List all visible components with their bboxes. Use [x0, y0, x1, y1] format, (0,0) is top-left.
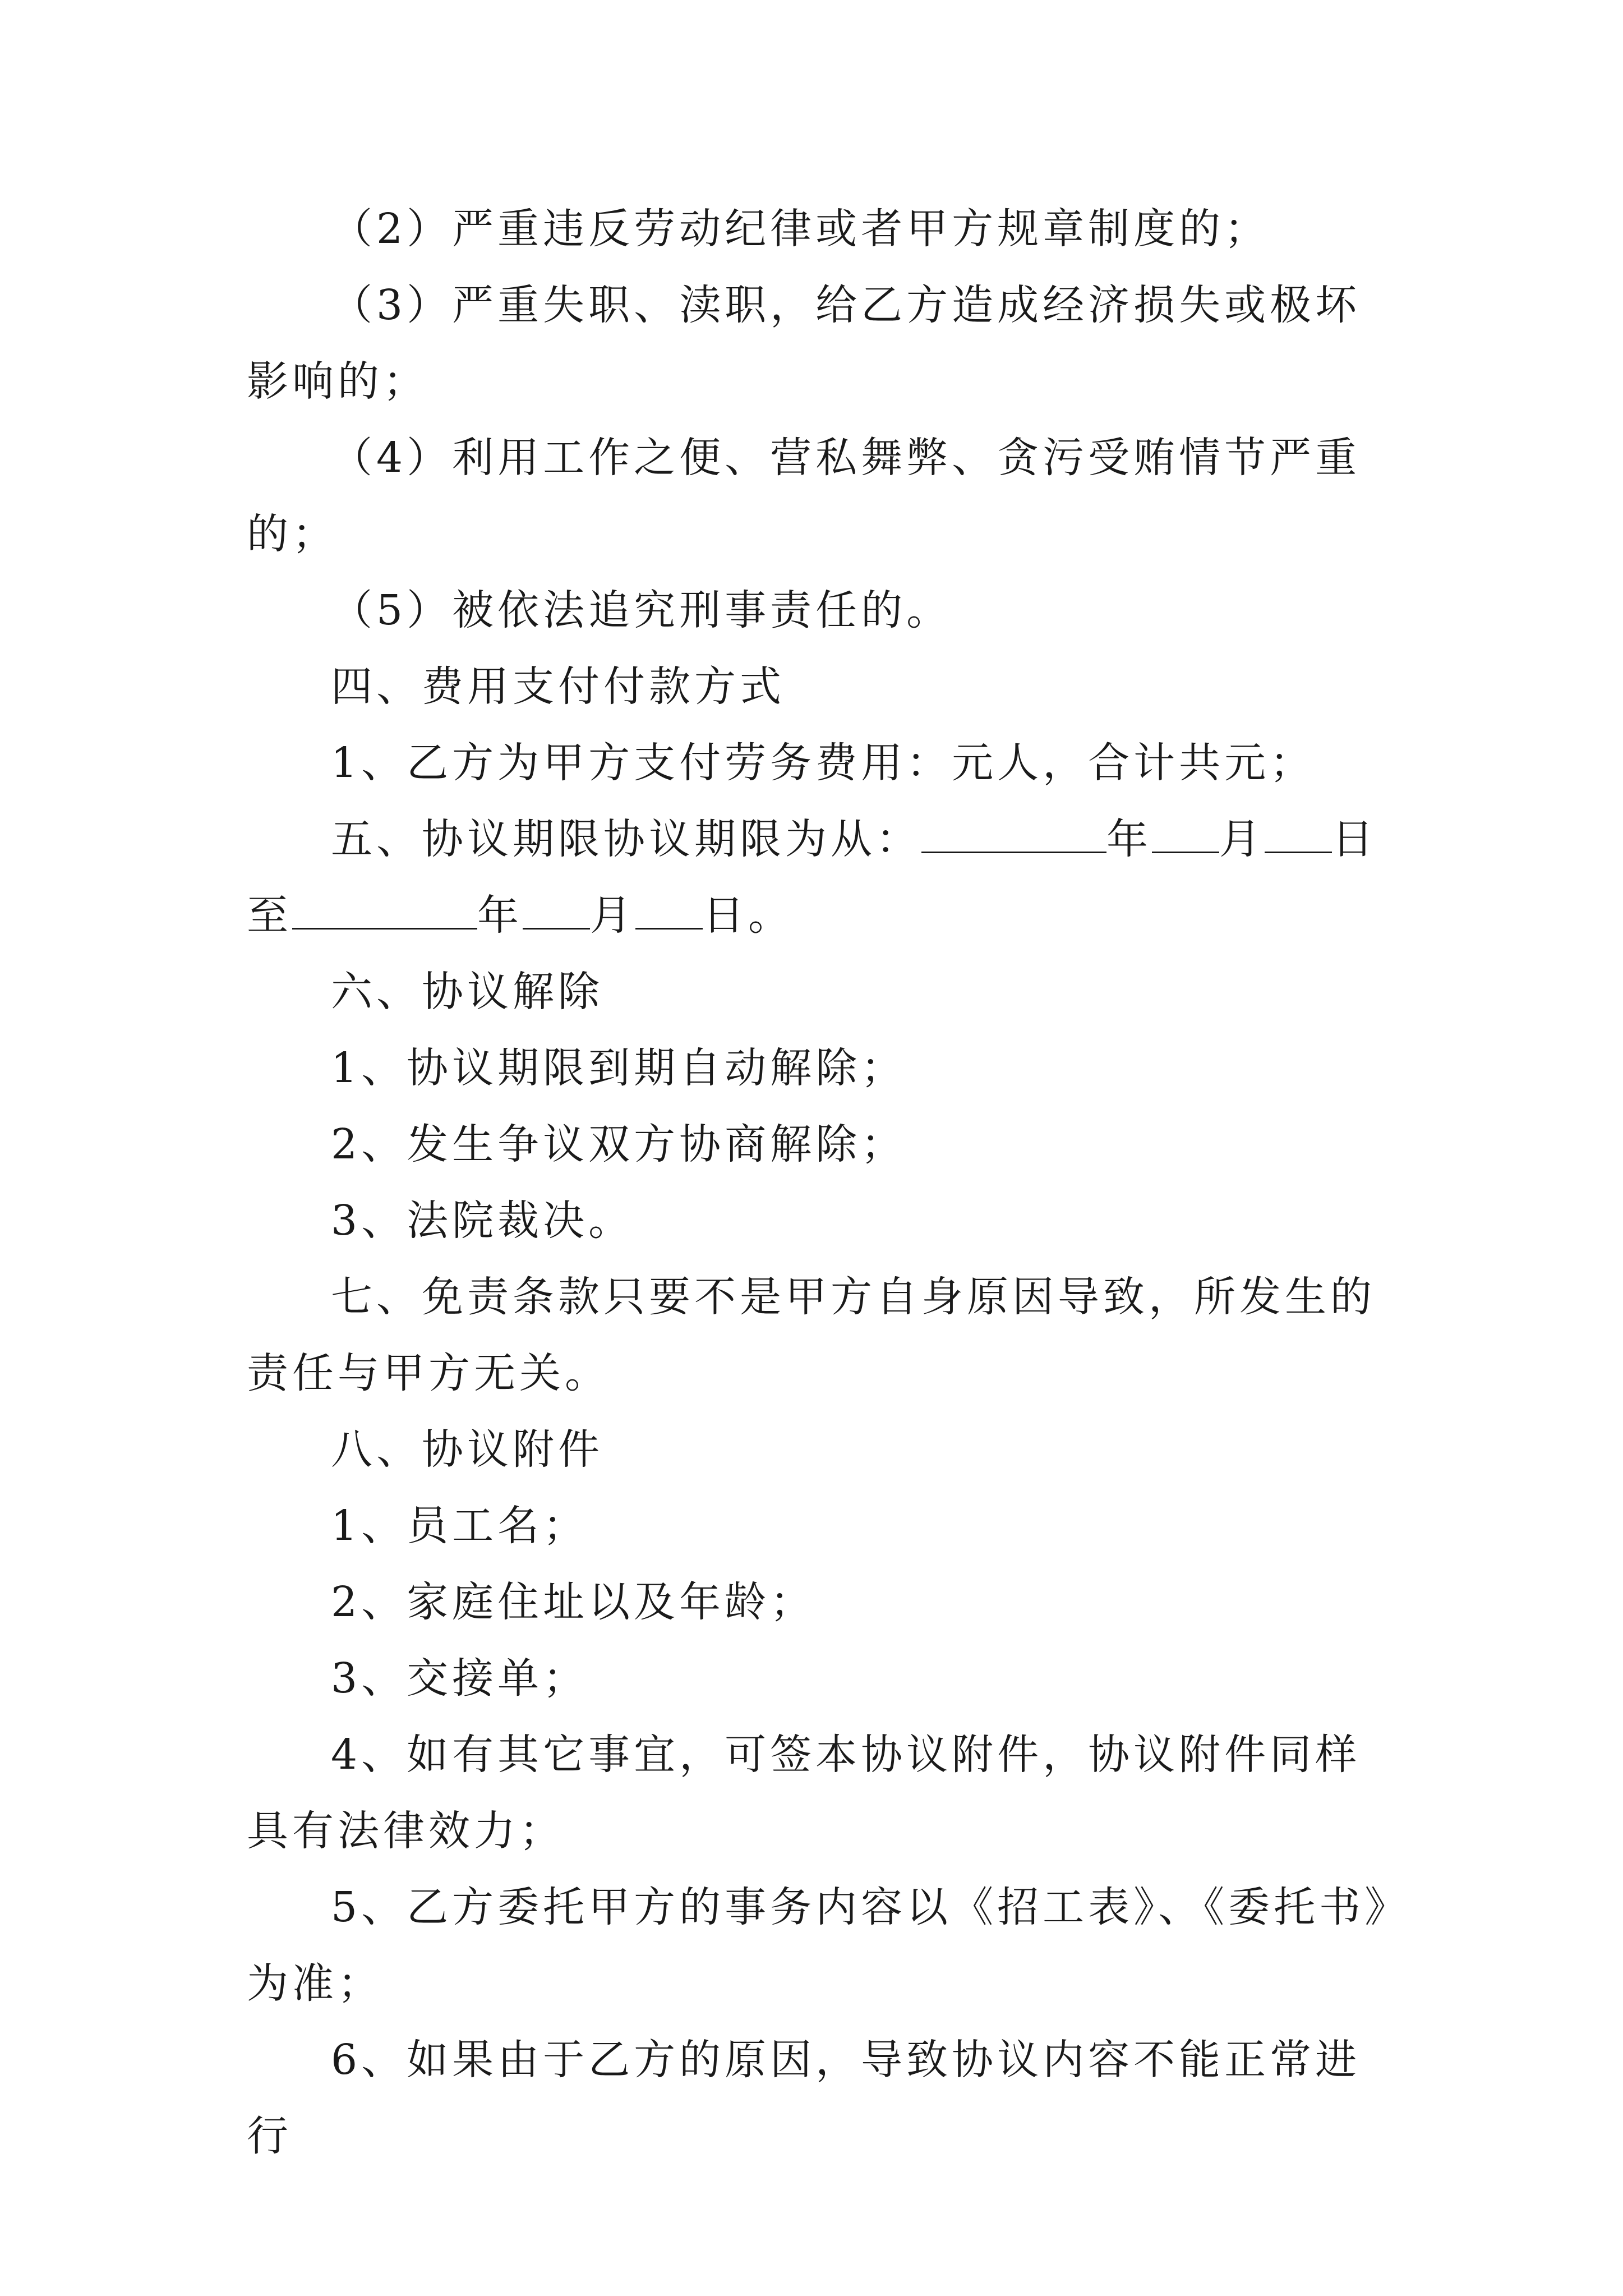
paragraph: （4）利用工作之便、营私舞弊、贪污受贿情节严重的； — [247, 434, 1361, 558]
start-day-blank — [1265, 812, 1332, 853]
paragraph: 4、如有其它事宜，可签本协议附件，协议附件同样具有法律效力； — [247, 1731, 1361, 1855]
paragraph: 3、交接单； — [331, 1654, 589, 1703]
paragraph: 1、协议期限到期自动解除； — [331, 1044, 907, 1092]
document-body — [247, 191, 1402, 2174]
end-year-blank — [292, 889, 477, 930]
section-heading: 六、协议解除 — [331, 968, 603, 1016]
start-year-blank — [921, 812, 1106, 853]
term-end: 。 — [748, 891, 794, 940]
start-month-label: 月 — [1219, 815, 1265, 863]
end-month-label: 月 — [590, 891, 635, 940]
term-prefix: 五、协议期限协议期限为从： — [331, 815, 921, 863]
paragraph: 2、发生争议双方协商解除； — [331, 1120, 907, 1168]
paragraph: 5、乙方委托甲方的事务内容以《招工表》、《委托书》为准； — [247, 1883, 1390, 2008]
paragraph: 6、如果由于乙方的原因，导致协议内容不能正常进行 — [247, 2036, 1361, 2160]
paragraph: （2）严重违反劳动纪律或者甲方规章制度的； — [331, 205, 1270, 253]
end-day-blank — [635, 889, 703, 930]
end-month-blank — [523, 889, 590, 930]
paragraph: （3）严重失职、渎职，给乙方造成经济损失或极坏影响的； — [247, 281, 1361, 406]
paragraph: 1、员工名； — [331, 1502, 589, 1550]
paragraph: 1、乙方为甲方支付劳务费用：元人，合计共元； — [331, 739, 1316, 787]
end-year-label: 年 — [477, 891, 523, 940]
section-heading: 八、协议附件 — [331, 1425, 603, 1474]
paragraph: 七、免责条款只要不是甲方自身原因导致，所发生的责任与甲方无关。 — [247, 1273, 1376, 1397]
start-year-label: 年 — [1106, 815, 1152, 863]
term-paragraph — [247, 801, 1402, 954]
end-day-label: 日 — [703, 891, 748, 940]
start-day-label: 日 — [1332, 815, 1377, 863]
paragraph: 2、家庭住址以及年龄； — [331, 1578, 816, 1626]
section-heading: 四、费用支付付款方式 — [331, 662, 785, 711]
to-label: 至 — [247, 891, 292, 940]
paragraph: 3、法院裁决。 — [331, 1197, 634, 1245]
start-month-blank — [1152, 812, 1219, 853]
paragraph: （5）被依法追究刑事责任的。 — [331, 586, 952, 634]
